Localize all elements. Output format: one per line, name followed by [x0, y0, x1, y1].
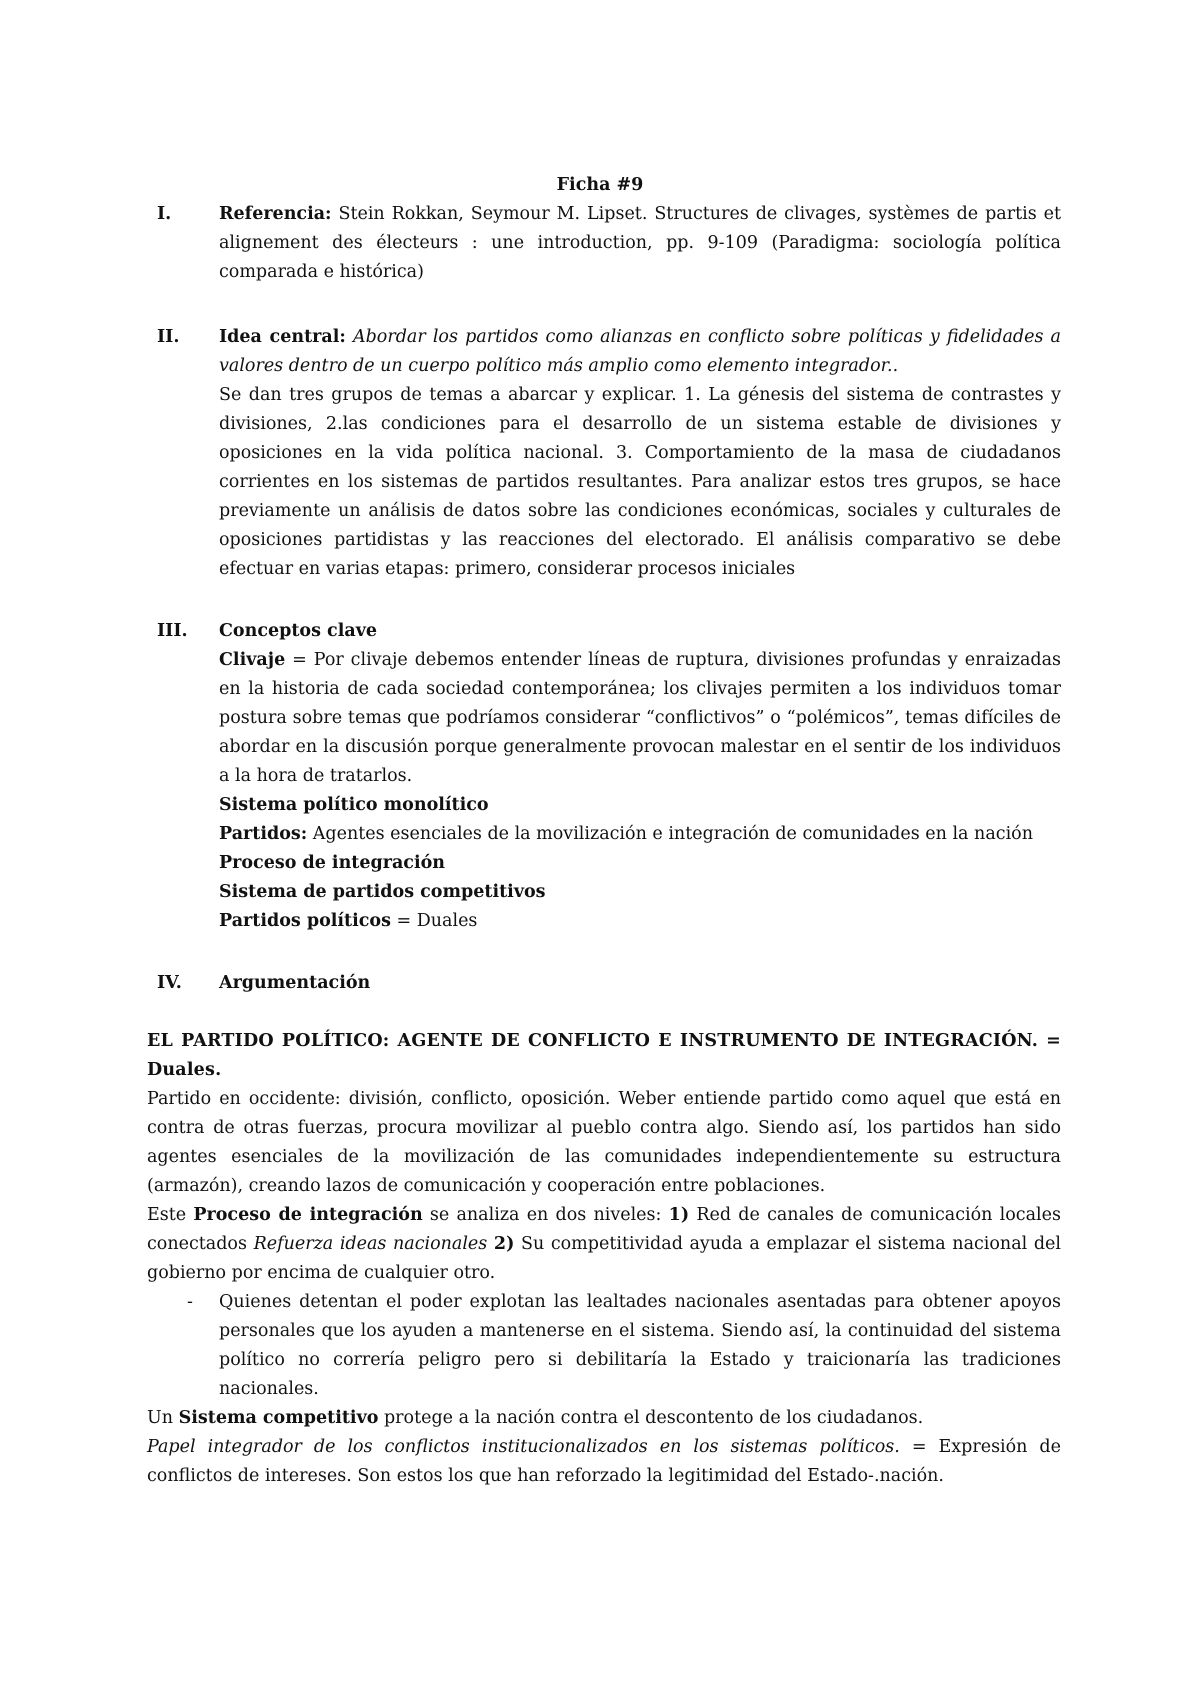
section-body: [219, 200, 1061, 287]
text-run: = Expresión de conflictos de intereses. Son estos los que han reforzado la legitimidad del Estado-.nación.: [147, 1437, 1061, 1486]
partidos-label: Partidos:: [219, 824, 308, 844]
text-run-italic: Refuerza ideas nacionales: [253, 1234, 488, 1254]
concept-competitivos: Sistema de partidos competitivos: [219, 882, 546, 902]
concept-monolitico: Sistema político monolítico: [219, 795, 489, 815]
section-body: [219, 323, 1061, 584]
bullet-text: Quienes detentan el poder explotan las lealtades nacionales asentadas para obtener apoyos personales que los ayuden a mantenerse en el sistema. Siendo así, la continuidad del sistema político no correría peligro pero si debilitaría la Estado y traicionaría las tradiciones nacionales.: [219, 1292, 1061, 1399]
partidos-text: Agentes esenciales de la movilización e integración de comunidades en la nación: [307, 824, 1033, 844]
text-run-bold: 1): [668, 1205, 690, 1225]
section-body: [219, 617, 1061, 936]
argument-paragraph-4: [147, 1433, 1061, 1491]
text-run: [487, 1234, 494, 1254]
idea-after-italic: .: [892, 356, 899, 376]
partidos-politicos-text: = Duales: [390, 911, 478, 931]
text-run: Red de canales de comunicación locales conectados: [147, 1205, 1061, 1254]
text-run: Un: [147, 1408, 179, 1428]
text-run-italic: Papel integrador de los conflictos institucionalizados en los sistemas políticos.: [147, 1437, 900, 1457]
section-number: II.: [157, 327, 180, 347]
reference-label: Referencia:: [219, 204, 332, 224]
text-run: Este: [147, 1205, 194, 1225]
section-number: III.: [157, 621, 188, 641]
concept-integracion: Proceso de integración: [219, 853, 446, 873]
text-run-bold: 2): [493, 1234, 515, 1254]
argument-bullet: [147, 1288, 1061, 1404]
section-number: I.: [157, 204, 172, 224]
text-run-bold: Sistema competitivo: [178, 1408, 379, 1428]
idea-paragraph: Se dan tres grupos de temas a abarcar y explicar. 1. La génesis del sistema de contrastes y divisiones, 2.las condiciones para el desarrollo de un sistema estable de divisiones y oposiciones en la vida política nacional. 3. Comportamiento de la masa de ciudadanos corrientes en los sistemas de partidos resultantes. Para analizar estos tres grupos, se hace previamente un análisis de datos sobre las condiciones económicas, sociales y culturales de oposiciones partidistas y las reacciones del electorado. El análisis comparativo se debe efectuar en varias etapas: primero, considerar procesos iniciales: [219, 385, 1061, 579]
concepts-heading: Conceptos clave: [219, 621, 377, 641]
argumentacion-heading: Argumentación: [219, 973, 371, 993]
text-run-bold: Proceso de integración: [193, 1205, 423, 1225]
idea-italic-text: Abordar los partidos como alianzas en conflicto sobre políticas y fidelidades a valores dentro de un cuerpo político más amplio como elemento integrador.: [219, 327, 1061, 376]
text-run: protege a la nación contra el descontento de los ciudadanos.: [378, 1408, 924, 1428]
argument-paragraph-3: [147, 1404, 1061, 1433]
text-run: se analiza en dos niveles:: [422, 1205, 669, 1225]
idea-label: Idea central:: [219, 327, 346, 347]
clivaje-text: = Por clivaje debemos entender líneas de ruptura, divisiones profundas y enraizadas en la historia de cada sociedad contemporánea; los clivajes permiten a los individuos tomar postura sobre temas que podríamos considerar “conflictivos” o “polémicos”, temas difíciles de abordar en la discusión porque generalmente provocan malestar en el sentir de los individuos a la hora de tratarlos.: [219, 650, 1061, 786]
clivaje-label: Clivaje: [219, 650, 286, 670]
section-body: [219, 969, 1061, 998]
text-run: Su competitividad ayuda a emplazar el sistema nacional del gobierno por encima de cualquier otro.: [147, 1234, 1061, 1283]
argument-paragraph-1: Partido en occidente: división, conflicto, oposición. Weber entiende partido como aquel que está en contra de otras fuerzas, procura movilizar al pueblo contra algo. Siendo así, los partidos han sido agentes esenciales de la movilización de las comunidades independientemente su estructura (armazón), creando lazos de comunicación y cooperación entre poblaciones.: [147, 1089, 1061, 1196]
partidos-politicos-label: Partidos políticos: [219, 911, 391, 931]
reference-text: Stein Rokkan, Seymour M. Lipset. Structures de clivages, systèmes de partis et alignement des électeurs : une introduction, pp. 9-109 (Paradigma: sociología política comparada e histórica): [219, 204, 1061, 282]
document-title: Ficha #9: [556, 175, 644, 195]
section-number: IV.: [157, 973, 182, 993]
argument-body: [147, 1027, 1061, 1491]
argument-paragraph-2: [147, 1201, 1061, 1288]
argument-heading: EL PARTIDO POLÍTICO: AGENTE DE CONFLICTO E INSTRUMENTO DE INTEGRACIÓN. = Duales.: [147, 1031, 1061, 1080]
bullet-dash: -: [187, 1292, 193, 1312]
